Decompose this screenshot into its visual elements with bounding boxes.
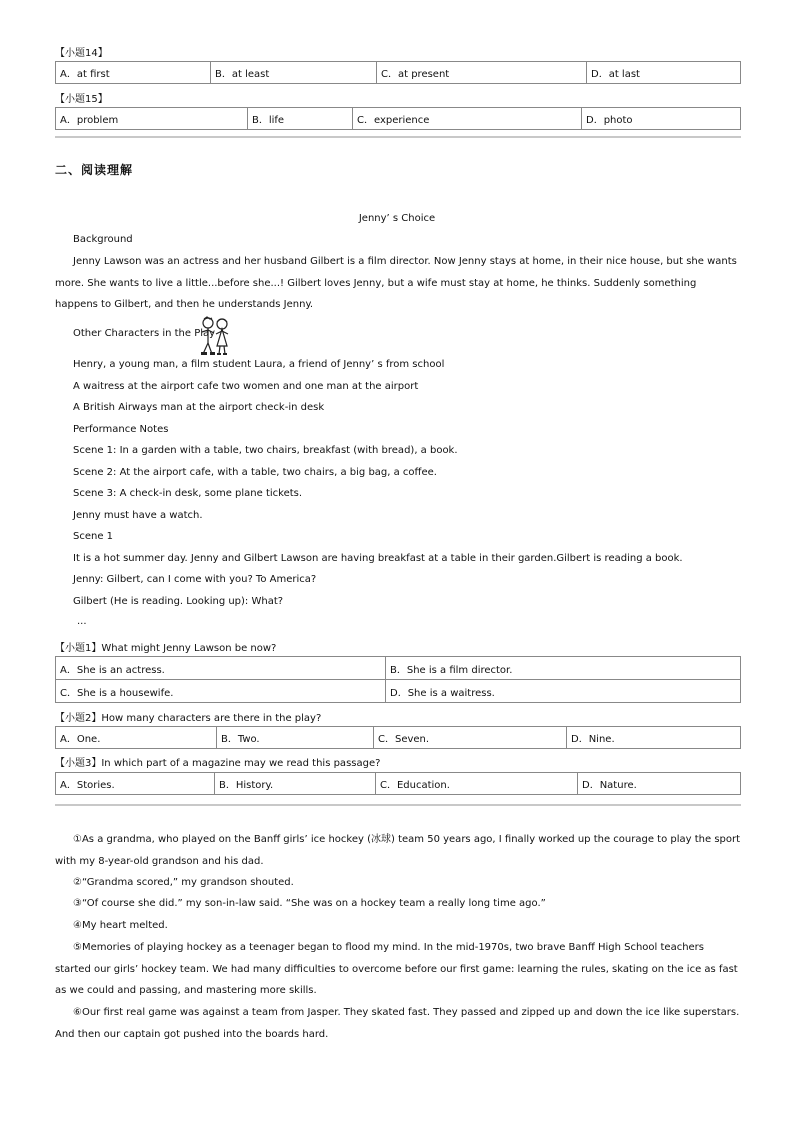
- section-title: 二、阅读理解: [55, 163, 134, 177]
- passage-line: Jenny must have a watch.: [73, 510, 203, 521]
- option-a[interactable]: A．problem: [56, 108, 248, 130]
- question-15-label: 【小题15】: [55, 94, 108, 105]
- option-d[interactable]: D．photo: [582, 108, 741, 130]
- option-c[interactable]: C．Seven.: [374, 727, 567, 749]
- option-b[interactable]: B．History.: [215, 773, 376, 795]
- option-b[interactable]: B．She is a film director.: [386, 657, 741, 680]
- option-b[interactable]: B．Two.: [217, 727, 374, 749]
- passage-line: Performance Notes: [73, 424, 169, 435]
- option-d[interactable]: D．at last: [587, 62, 741, 84]
- option-a[interactable]: A．She is an actress.: [56, 657, 386, 680]
- option-b[interactable]: B．at least: [211, 62, 377, 84]
- paragraph-5: ⑤Memories of playing hockey as a teenager began to flood my mind. In the mid-1970s, two brave Banff High School teachers started our girls’ hockey team. We had many difficulties to overcome before our first game: learning the rules, skating on the ice as fast as we could and passing, and mastering more skills.: [55, 942, 738, 996]
- option-c[interactable]: C．Education.: [376, 773, 578, 795]
- option-c[interactable]: C．She is a housewife.: [56, 680, 386, 703]
- option-d[interactable]: D．Nature.: [578, 773, 741, 795]
- option-c[interactable]: C．experience: [353, 108, 582, 130]
- paragraph-4: ④My heart melted.: [73, 920, 168, 931]
- question-2-options: [55, 726, 741, 749]
- option-a[interactable]: A．Stories.: [56, 773, 215, 795]
- option-c[interactable]: C．at present: [377, 62, 587, 84]
- divider: [55, 136, 741, 138]
- background-heading: Background: [73, 234, 133, 245]
- paragraph-1: ①As a grandma, who played on the Banff girls’ ice hockey (冰球) team 50 years ago, I finally worked up the courage to play the sport with my 8-year-old grandson and his dad.: [55, 834, 741, 867]
- two-people-illustration: [198, 316, 232, 356]
- question-1-options: [55, 656, 741, 703]
- passage-line: Scene 1: In a garden with a table, two chairs, breakfast (with bread), a book.: [73, 445, 458, 456]
- option-d[interactable]: D．She is a waitress.: [386, 680, 741, 703]
- passage-line: A British Airways man at the airport check-in desk: [73, 402, 325, 413]
- option-b[interactable]: B．life: [248, 108, 353, 130]
- option-d[interactable]: D．Nine.: [567, 727, 741, 749]
- option-a[interactable]: A．One.: [56, 727, 217, 749]
- question-15-options: [55, 107, 741, 130]
- passage-line: ...: [77, 616, 87, 627]
- passage-line: Scene 2: At the airport cafe, with a table, two chairs, a big bag, a coffee.: [73, 467, 437, 478]
- question-14-options: [55, 61, 741, 84]
- question-14-label: 【小题14】: [55, 48, 108, 59]
- option-a[interactable]: A．at first: [56, 62, 211, 84]
- passage-line: Gilbert (He is reading. Looking up): What?: [73, 596, 284, 607]
- question-3-label: 【小题3】In which part of a magazine may we read this passage?: [55, 758, 381, 769]
- other-characters-heading: Other Characters in the Play: [73, 328, 216, 339]
- passage-line: Scene 1: [73, 531, 114, 542]
- paragraph-2: ②“Grandma scored,” my grandson shouted.: [73, 877, 294, 888]
- paragraph-3: ③“Of course she did.” my son-in-law said. “She was on a hockey team a really long time ago.”: [73, 898, 546, 909]
- passage-title: Jenny’ s Choice: [358, 213, 436, 224]
- passage-line: A waitress at the airport cafe two women and one man at the airport: [73, 381, 419, 392]
- question-2-label: 【小题2】How many characters are there in the play?: [55, 713, 322, 724]
- passage-line: Scene 3: A check-in desk, some plane tickets.: [73, 488, 303, 499]
- paragraph-6: ⑥Our first real game was against a team from Jasper. They skated fast. They passed and zipped up and down the ice like superstars. And then our captain got pushed into the boards hard.: [55, 1007, 740, 1040]
- divider: [55, 804, 741, 806]
- passage-line: Henry, a young man, a film student Laura, a friend of Jenny’ s from school: [73, 359, 445, 370]
- background-text: Jenny Lawson was an actress and her husband Gilbert is a film director. Now Jenny stays at home, in their nice house, but she wants more. She wants to live a little...before she...! Gilbert loves Jenny, but a wife must stay at home, he thinks. Suddenly something happens to Gilbert, and then he understands Jenny.: [55, 256, 737, 310]
- passage-line: It is a hot summer day. Jenny and Gilbert Lawson are having breakfast at a table in their garden.Gilbert is reading a book.: [73, 553, 683, 564]
- question-3-options: [55, 772, 741, 795]
- passage-line: Jenny: Gilbert, can I come with you? To America?: [73, 574, 317, 585]
- question-1-label: 【小题1】What might Jenny Lawson be now?: [55, 643, 277, 654]
